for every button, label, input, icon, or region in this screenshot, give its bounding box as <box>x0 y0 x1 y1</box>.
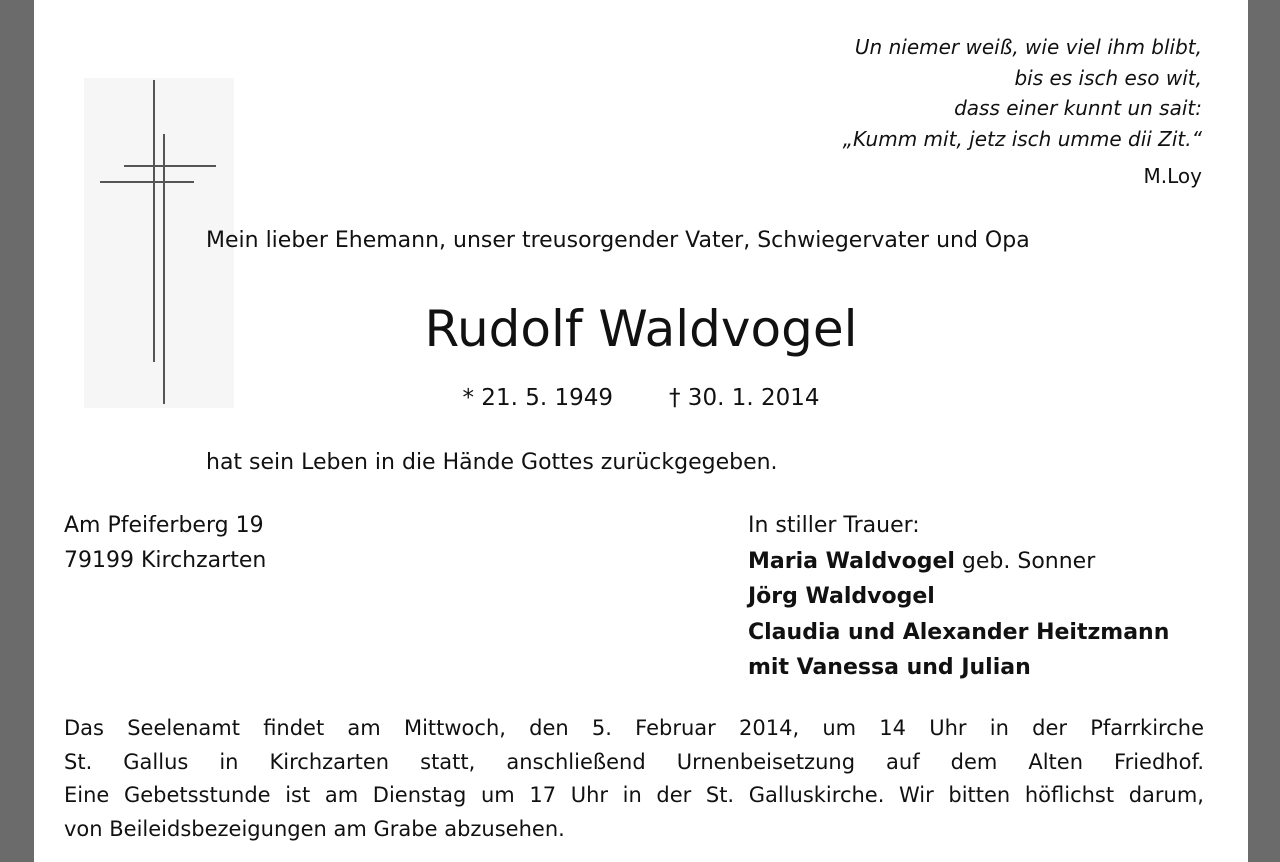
birth-date: * 21. 5. 1949 <box>462 385 613 411</box>
mourner-maiden-name: geb. Sonner <box>954 548 1096 574</box>
notice-line: von Beileidsbezeigungen am Grabe abzusehen. <box>64 816 565 841</box>
poem <box>843 32 1202 154</box>
returned-text: hat sein Leben in die Hände Gottes zurückgegeben. <box>206 450 778 475</box>
mourner-line <box>748 615 1169 651</box>
service-notice <box>64 712 1204 846</box>
notice-line: St. Gallus in Kirchzarten statt, anschließend Urnenbeisetzung auf dem Alten Friedhof. <box>64 749 1204 774</box>
life-dates <box>34 385 1248 411</box>
address-block <box>64 508 266 578</box>
mourners-block <box>748 508 1169 686</box>
mourner-name: Jörg Waldvogel <box>748 584 935 609</box>
deceased-name: Rudolf Waldvogel <box>424 300 858 358</box>
mourner-name: Claudia und Alexander Heitzmann <box>748 619 1170 645</box>
notice-line: Das Seelenamt findet am Mittwoch, den 5. Februar 2014, um 14 Uhr in der Pfarrkirche <box>64 716 1204 740</box>
poem-line: Un niemer weiß, wie viel ihm blibt, <box>854 35 1202 59</box>
address-city: 79199 Kirchzarten <box>64 548 267 573</box>
mourners-heading: In stiller Trauer: <box>748 513 920 538</box>
obituary-page <box>34 0 1248 862</box>
intro-text: Mein lieber Ehemann, unser treusorgender Vater, Schwiegervater und Opa <box>206 228 1030 253</box>
mourner-line <box>748 544 1169 580</box>
poem-line: „Kumm mit, jetz isch umme dii Zit.“ <box>842 126 1202 151</box>
address-street: Am Pfeiferberg 19 <box>64 513 264 538</box>
poem-line: dass einer kunnt un sait: <box>954 96 1202 120</box>
poem-author: M.Loy <box>1143 164 1202 188</box>
poem-line: bis es isch eso wit, <box>1014 65 1202 90</box>
mourner-line <box>748 650 1169 686</box>
mourner-name: mit Vanessa und Julian <box>748 655 1031 680</box>
notice-line: Eine Gebetsstunde ist am Dienstag um 17 Uhr in der St. Galluskirche. Wir bitten höflichst darum, <box>64 783 1204 807</box>
death-date: † 30. 1. 2014 <box>669 385 820 411</box>
mourner-name: Maria Waldvogel <box>748 548 955 574</box>
mourner-line <box>748 579 1169 615</box>
